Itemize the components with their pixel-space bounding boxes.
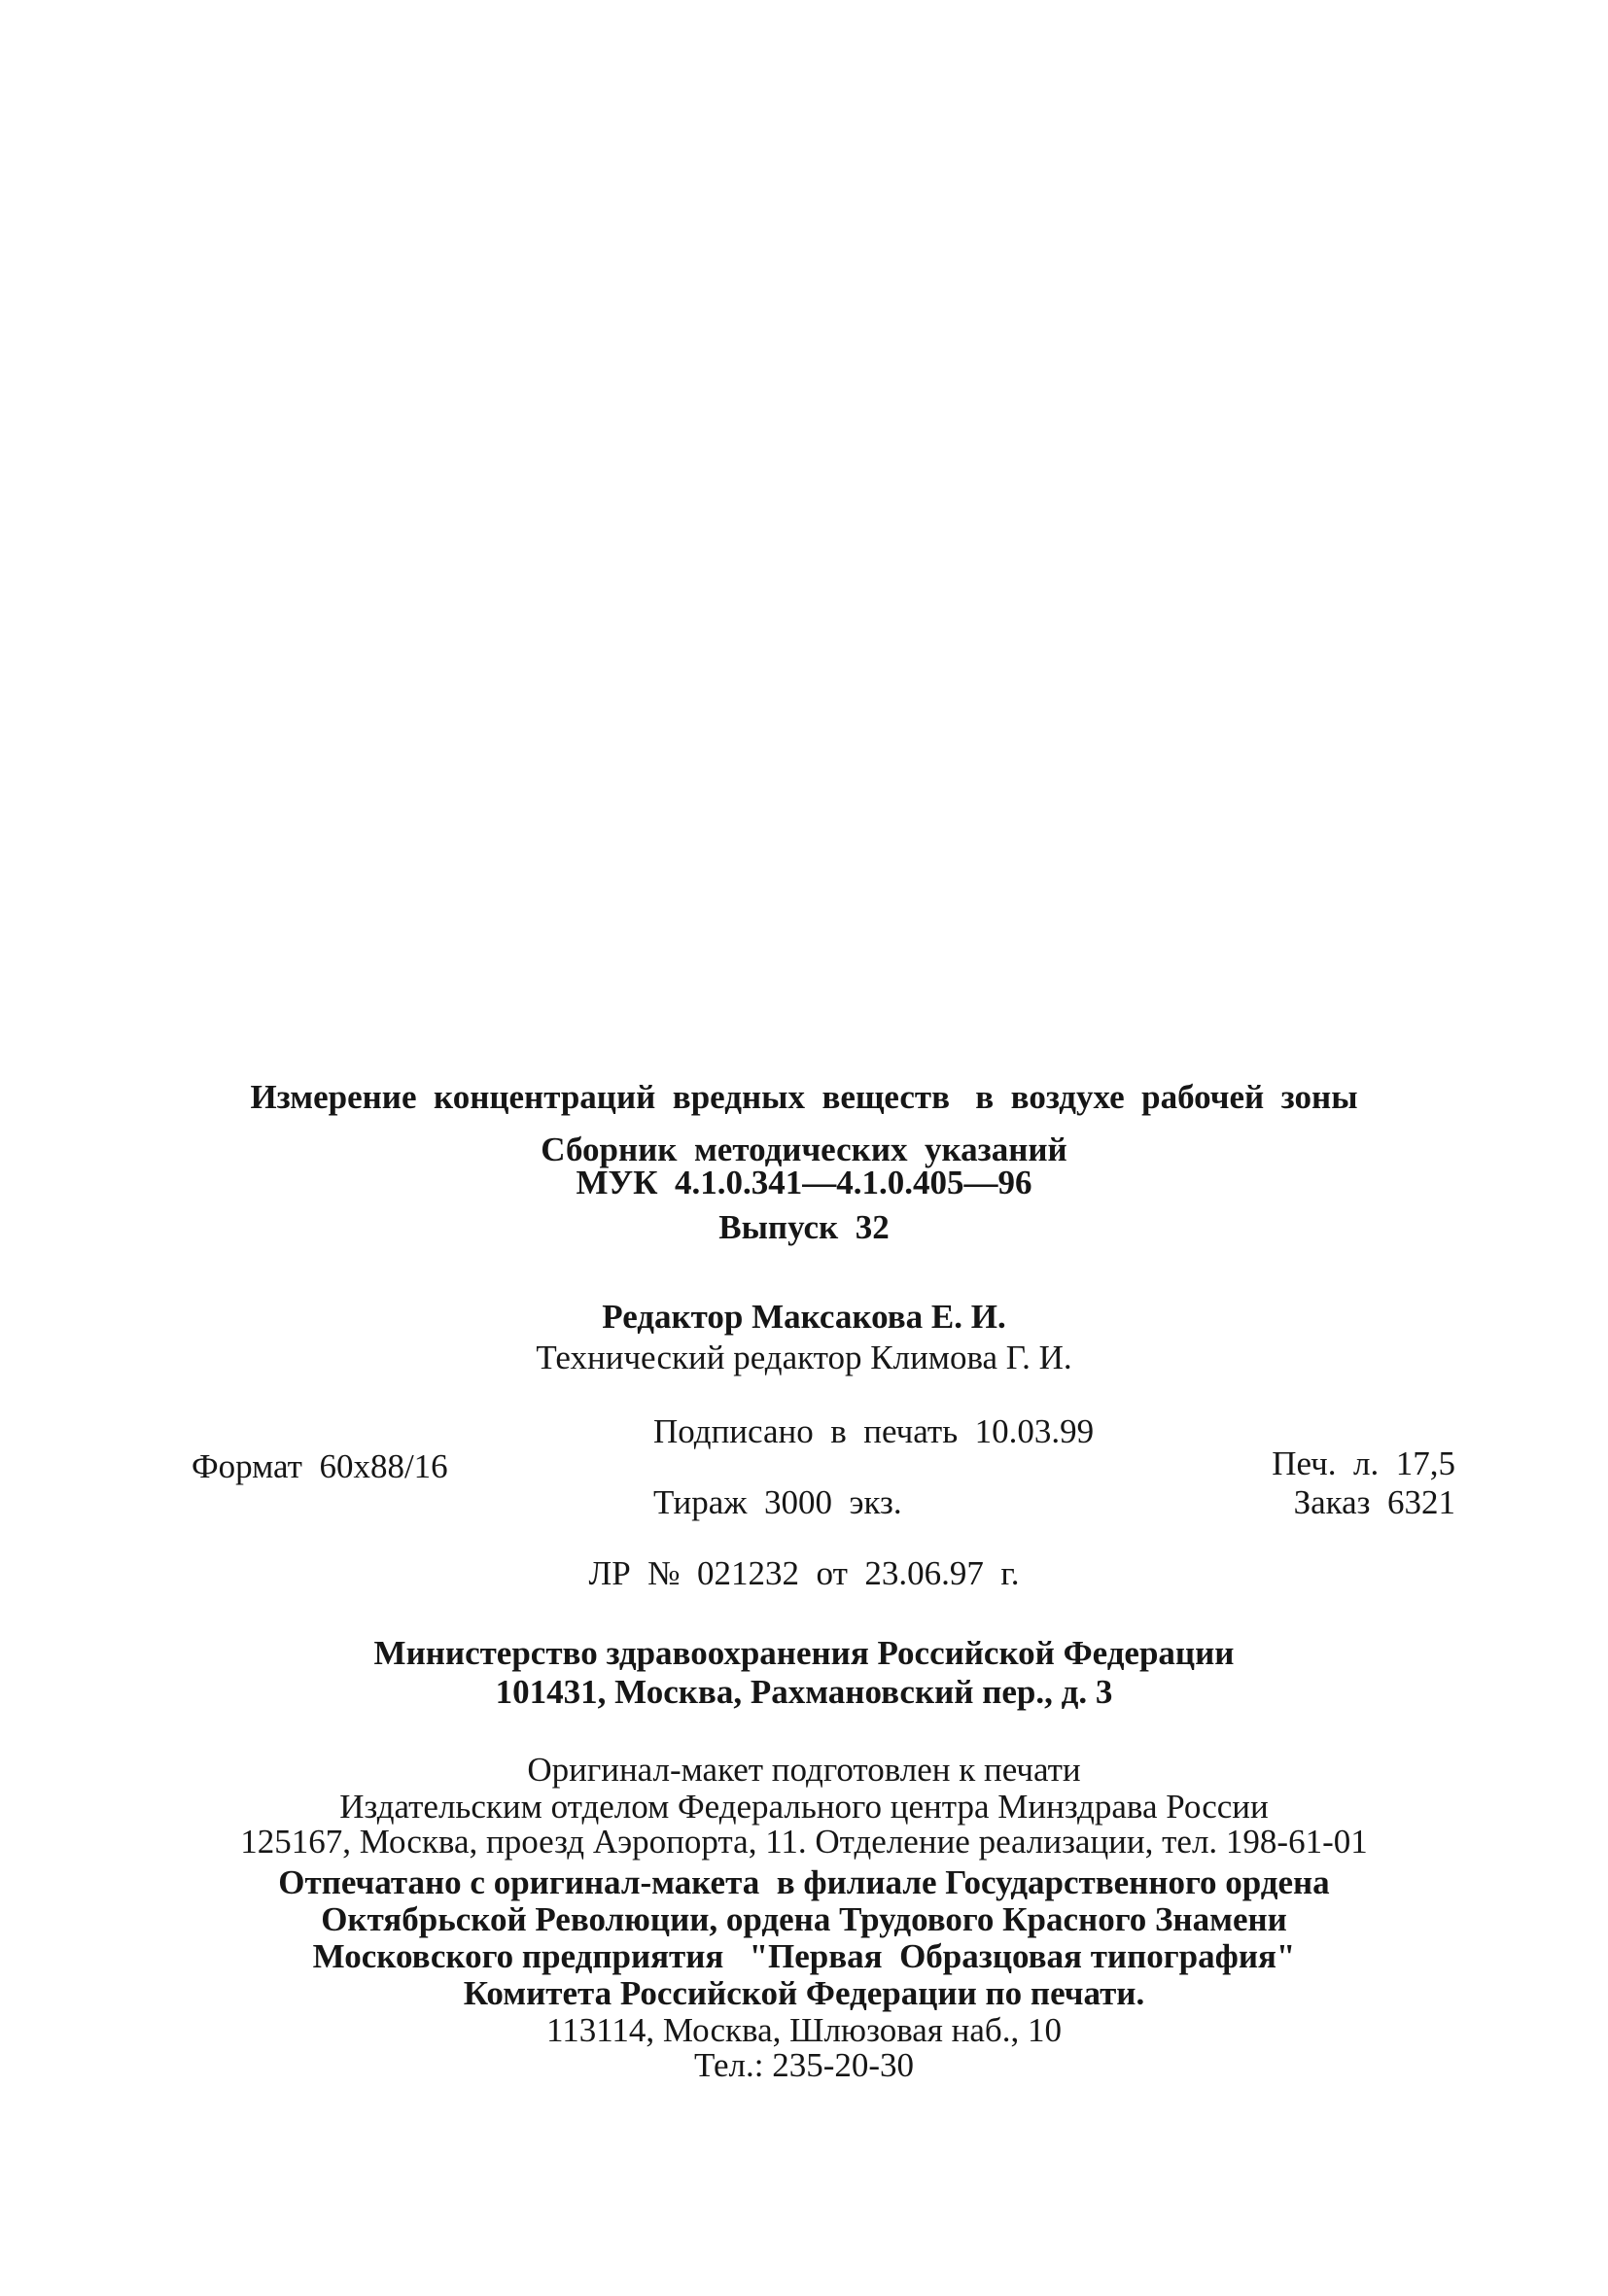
license-line: ЛР № 021232 от 23.06.97 г. — [588, 1554, 1020, 1592]
ministry-name-line: Министерство здравоохранения Российской Федерации — [373, 1634, 1235, 1672]
printer-address-line: 113114, Москва, Шлюзовая наб., 10 — [546, 2011, 1062, 2049]
printed-at-line-3: Московского предприятия "Первая Образцовая типография" — [312, 1937, 1296, 1975]
editor-line: Редактор Максакова Е. И. — [602, 1298, 1006, 1336]
layout-prepared-line-1: Оригинал-макет подготовлен к печати — [527, 1751, 1081, 1789]
technical-editor-line: Технический редактор Климова Г. И. — [536, 1339, 1072, 1376]
printed-at-line-4: Комитета Российской Федерации по печати. — [463, 1974, 1145, 2012]
printed-sheets-line: Печ. л. 17,5 — [1272, 1444, 1455, 1482]
printed-at-line-2: Октябрьской Революции, ордена Трудового Красного Знамени — [321, 1900, 1287, 1938]
title-muk-number: МУК 4.1.0.341—4.1.0.405—96 — [576, 1164, 1032, 1201]
title-line-1: Измерение концентраций вредных веществ в воздухе рабочей зоны — [250, 1078, 1358, 1116]
layout-prepared-line-2: Издательским отделом Федерального центра Минздрава России — [339, 1788, 1269, 1826]
signed-to-print-line: Подписано в печать 10.03.99 — [653, 1412, 1095, 1450]
printed-at-line-1: Отпечатано с оригинал-макета в филиале Государственного ордена — [278, 1863, 1330, 1901]
title-line-2: Сборник методических указаний — [541, 1131, 1067, 1168]
circulation-line: Тираж 3000 экз. — [653, 1483, 902, 1521]
ministry-address-line: 101431, Москва, Рахмановский пер., д. 3 — [495, 1673, 1113, 1711]
printer-phone-line: Тел.: 235-20-30 — [693, 2046, 915, 2084]
format-line: Формат 60х88/16 — [192, 1447, 448, 1485]
order-number-line: Заказ 6321 — [1293, 1483, 1455, 1521]
layout-prepared-address-line: 125167, Москва, проезд Аэропорта, 11. Отделение реализации, тел. 198-61-01 — [240, 1823, 1368, 1861]
title-issue-number: Выпуск 32 — [718, 1208, 890, 1246]
